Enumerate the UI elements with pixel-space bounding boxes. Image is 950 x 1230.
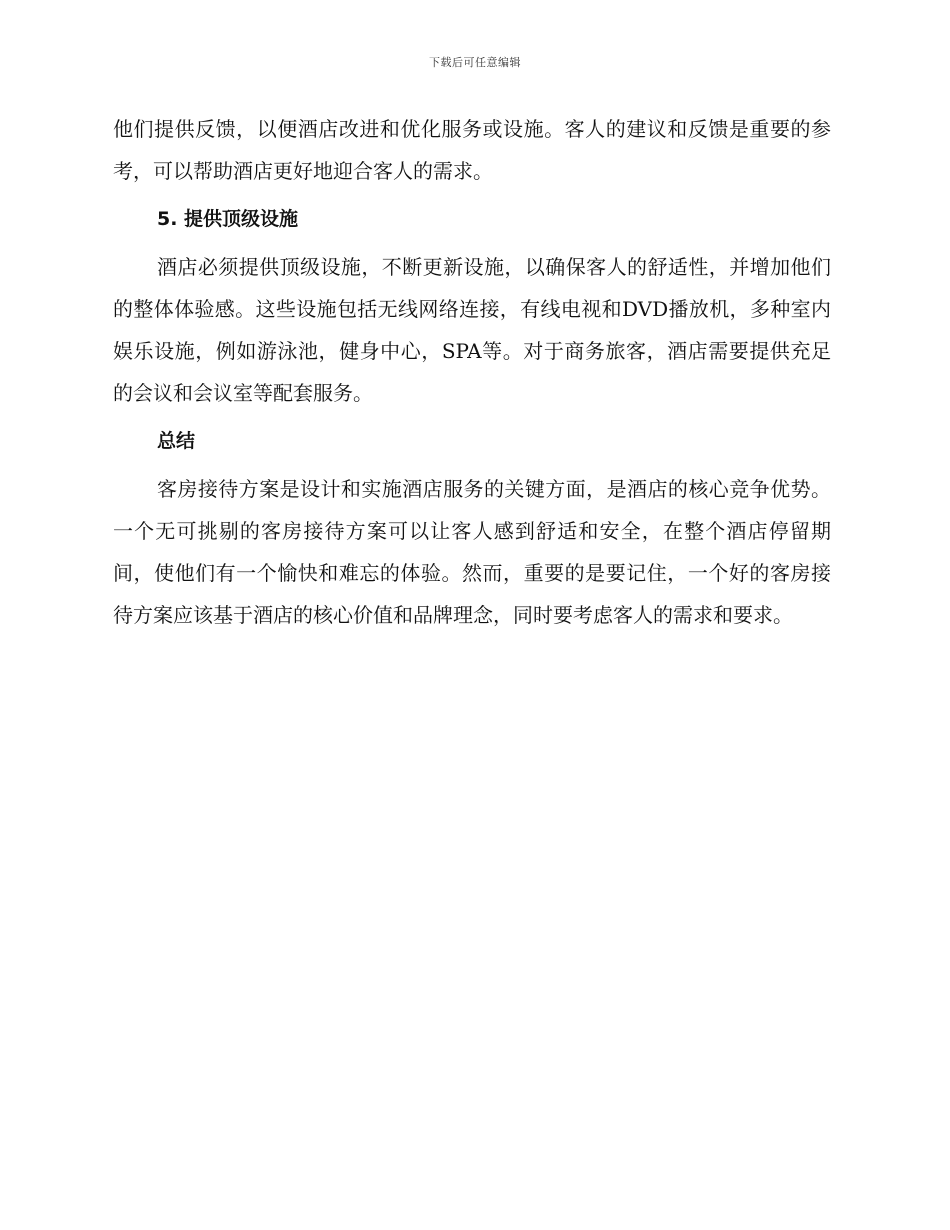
section-heading-summary: 总结 — [157, 430, 196, 452]
continued-paragraph: 他们提供反馈，以便酒店改进和优化服务或设施。客人的建议和反馈是重要的参考，可以帮助酒店更好地迎合客人的需求。 — [113, 117, 831, 183]
document-body — [113, 108, 831, 636]
summary-paragraph: 客房接待方案是设计和实施酒店服务的关键方面，是酒店的核心竞争优势。一个无可挑剔的客房接待方案可以让客人感到舒适和安全，在整个酒店停留期间，使他们有一个愉快和难忘的体验。然而，重要的是要记住，一个好的客房接待方案应该基于酒店的核心价值和品牌理念，同时要考虑客人的需求和要求。 — [113, 477, 831, 627]
facilities-paragraph: 酒店必须提供顶级设施，不断更新设施，以确保客人的舒适性，并增加他们的整体体验感。这些设施包括无线网络连接，有线电视和DVD播放机，多种室内娱乐设施，例如游泳池，健身中心，SPA等。对于商务旅客，酒店需要提供充足的会议和会议室等配套服务。 — [113, 255, 831, 405]
page-header-note: 下载后可任意编辑 — [429, 56, 521, 69]
section-heading-facilities: 5. 提供顶级设施 — [157, 208, 299, 230]
